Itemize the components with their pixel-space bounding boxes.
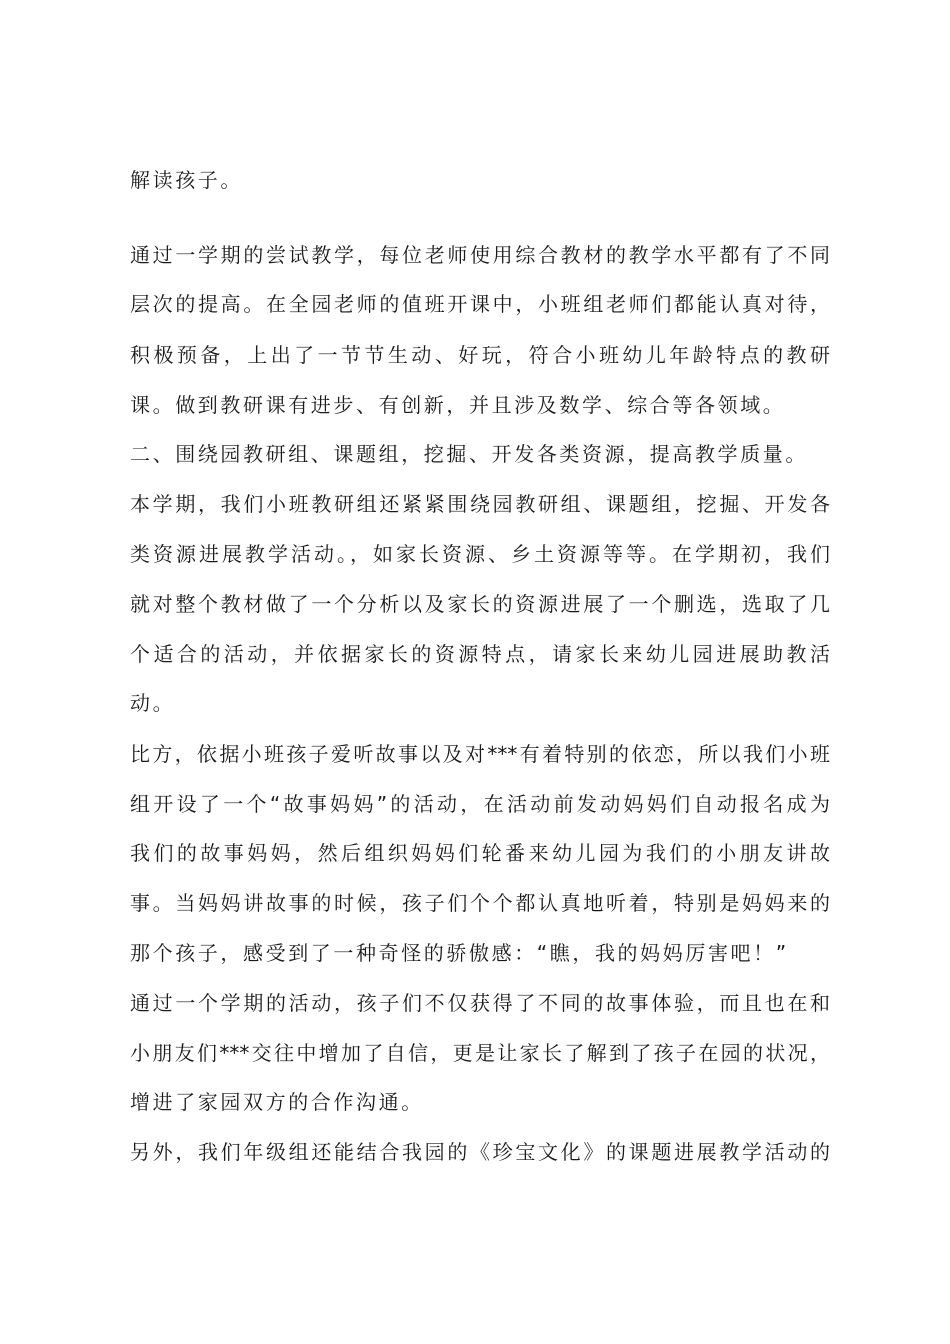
text-line-18: 小朋友们***交往中增加了自信，更是让家长了解到了孩子在园的状况，	[130, 1041, 830, 1065]
text-line-12: 比方，依据小班孩子爱听故事以及对***有着特别的依恋，所以我们小班	[130, 742, 830, 766]
text-line-10: 个适合的活动，并依据家长的资源特点，请家长来幼儿园进展助教活	[130, 642, 830, 666]
text-line-7: 本学期，我们小班教研组还紧紧围绕园教研组、课题组，挖掘、开发各	[130, 492, 830, 516]
text-line-9: 就对整个教材做了一个分析以及家长的资源进展了一个删选，选取了几	[130, 592, 830, 616]
text-line-11: 动。	[130, 691, 176, 715]
text-line-14: 我们的故事妈妈，然后组织妈妈们轮番来幼儿园为我们的小朋友讲故	[130, 841, 830, 865]
text-line-16: 那个孩子，感受到了一种奇怪的骄傲感：“瞧，我的妈妈厉害吧！”	[130, 941, 789, 965]
section-heading-2: 二、围绕园教研组、课题组，挖掘、开发各类资源，提高教学质量。	[130, 442, 808, 466]
text-line-3: 层次的提高。在全园老师的值班开课中，小班组老师们都能认真对待，	[130, 292, 830, 316]
text-line-19: 增进了家园双方的合作沟通。	[130, 1090, 424, 1114]
text-line-2: 通过一学期的尝试教学，每位老师使用综合教材的教学水平都有了不同	[130, 243, 830, 267]
text-line-1: 解读孩子。	[130, 168, 243, 192]
text-line-20: 另外，我们年级组还能结合我园的《珍宝文化》的课题进展教学活动的	[130, 1140, 830, 1164]
text-line-17: 通过一个学期的活动，孩子们不仅获得了不同的故事体验，而且也在和	[130, 991, 830, 1015]
text-line-13: 组开设了一个“故事妈妈”的活动，在活动前发动妈妈们自动报名成为	[130, 792, 830, 816]
text-line-5: 课。做到教研课有进步、有创新，并且涉及数学、综合等各领域。	[130, 393, 786, 417]
text-line-8: 类资源进展教学活动。，如家长资源、乡土资源等等。在学期初，我们	[130, 542, 830, 566]
text-line-4: 积极预备，上出了一节节生动、好玩，符合小班幼儿年龄特点的教研	[130, 343, 830, 367]
text-line-15: 事。当妈妈讲故事的时候，孩子们个个都认真地听着，特别是妈妈来的	[130, 891, 830, 915]
